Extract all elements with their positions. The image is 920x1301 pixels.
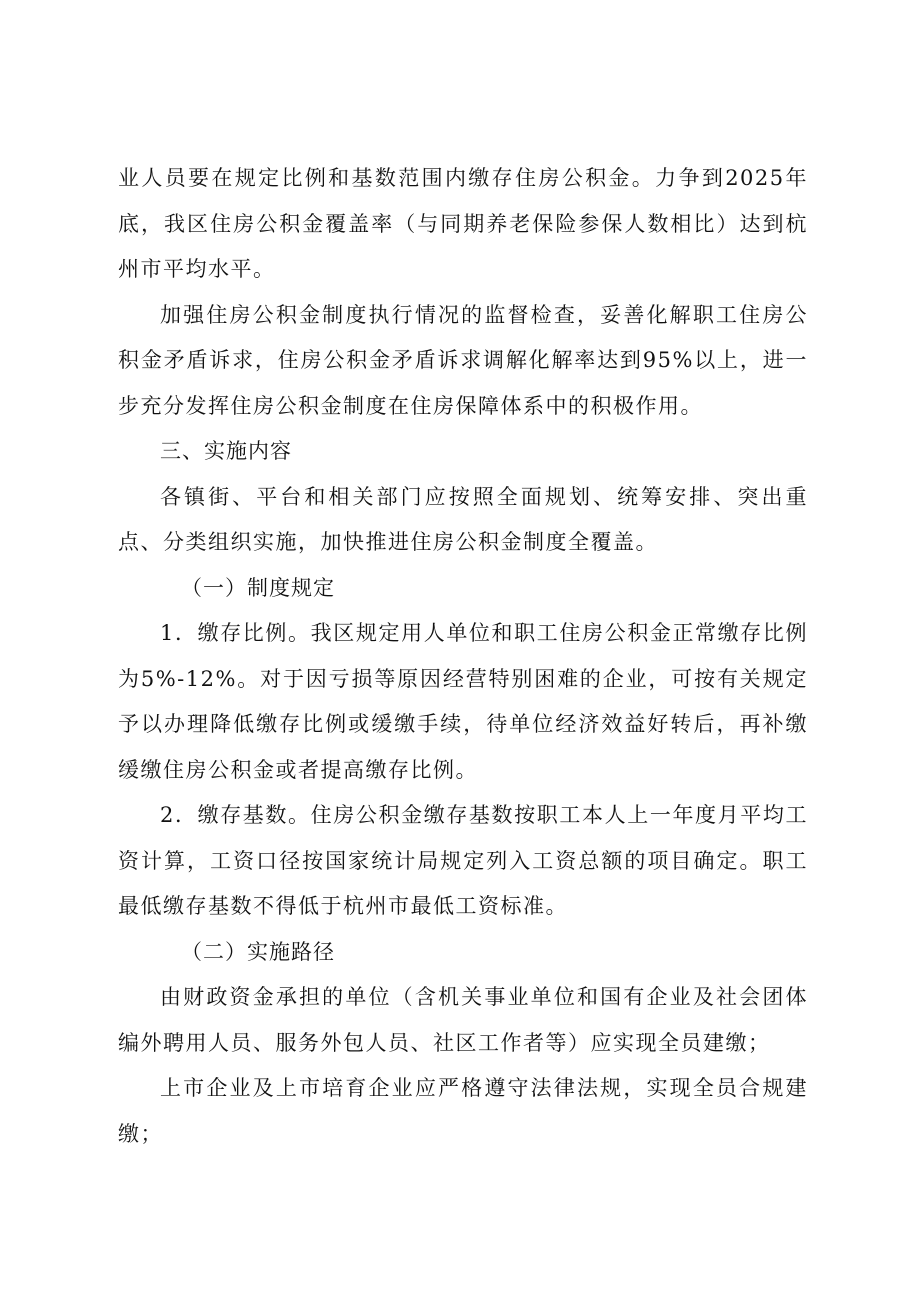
- paragraph-contribution-ratio: 1．缴存比例。我区规定用人单位和职工住房公积金正常缴存比例为5%-12%。对于因亏损等原因经营特别困难的企业，可按有关规定予以办理降低缴存比例或缓缴手续，待单位经济效益好转后，再补缴缓缴住房公积金或者提高缴存比例。: [118, 621, 808, 782]
- subsection-heading-path: （二）实施路径: [181, 939, 335, 964]
- subsection-heading-regulations: （一）制度规定: [181, 575, 335, 600]
- paragraph-supervision: 加强住房公积金制度执行情况的监督检查，妥善化解职工住房公积金矛盾诉求，住房公积金矛盾诉求调解化解率达到95%以上，进一步充分发挥住房公积金制度在住房保障体系中的积极作用。: [118, 302, 808, 418]
- paragraph-fiscal-units: 由财政资金承担的单位（含机关事业单位和国有企业及社会团体编外聘用人员、服务外包人员、社区工作者等）应实现全员建缴；: [118, 985, 808, 1055]
- paragraph-implementation-intro: 各镇街、平台和相关部门应按照全面规划、统筹安排、突出重点、分类组织实施，加快推进住房公积金制度全覆盖。: [118, 484, 808, 554]
- paragraph-continuation: 业人员要在规定比例和基数范围内缴存住房公积金。力争到2025年底，我区住房公积金覆盖率（与同期养老保险参保人数相比）达到杭州市平均水平。: [118, 166, 808, 281]
- document-body: [118, 156, 808, 1157]
- paragraph-contribution-base: 2．缴存基数。住房公积金缴存基数按职工本人上一年度月平均工资计算，工资口径按国家统计局规定列入工资总额的项目确定。职工最低缴存基数不得低于杭州市最低工资标准。: [118, 803, 808, 918]
- section-heading-implementation: 三、实施内容: [160, 439, 292, 463]
- paragraph-listed-companies: 上市企业及上市培育企业应严格遵守法律法规，实现全员合规建缴；: [118, 1076, 808, 1146]
